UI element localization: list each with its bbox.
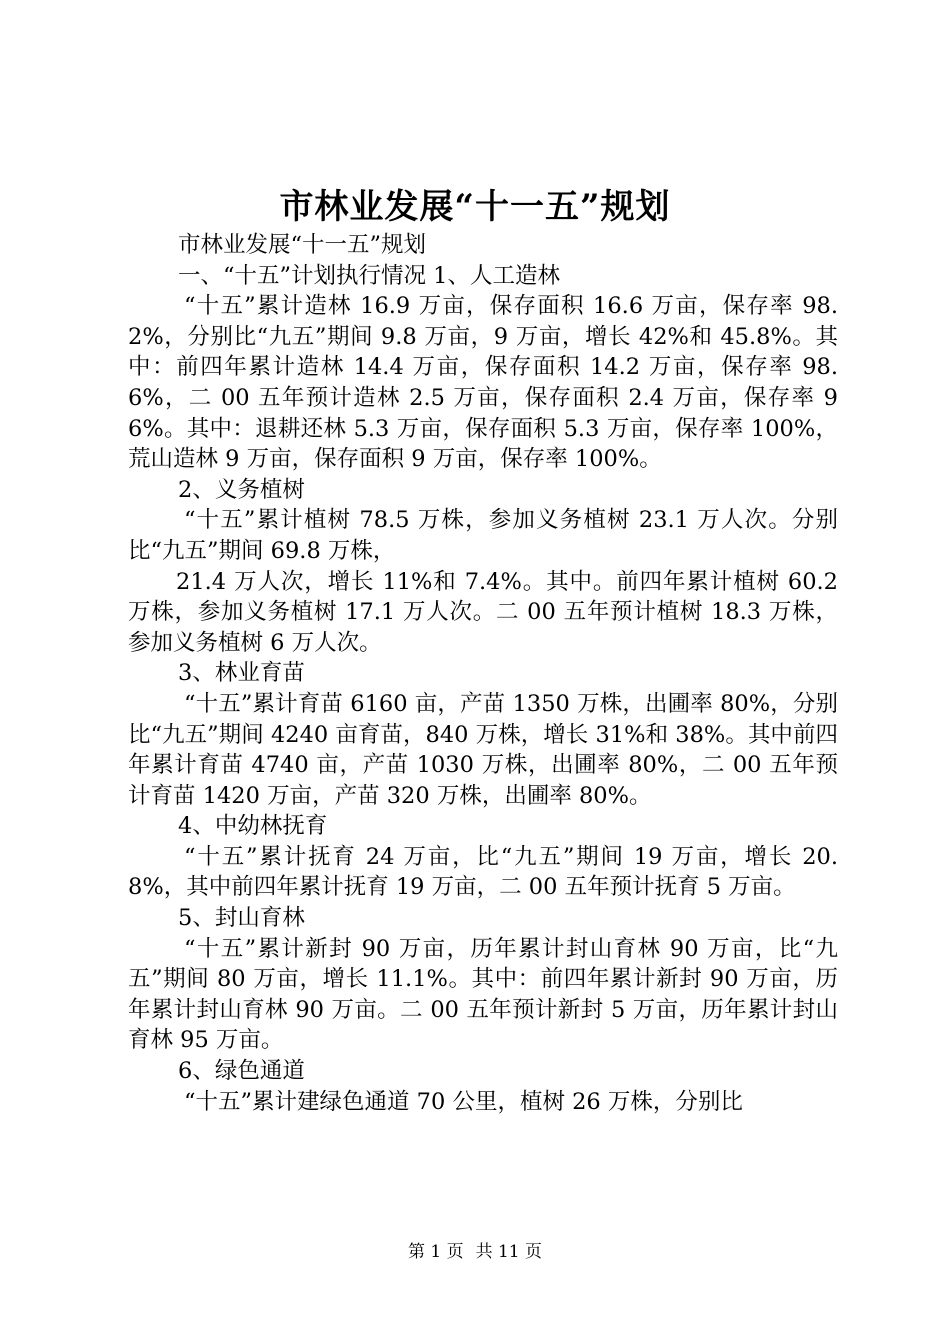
document-body (128, 230, 838, 1117)
page-footer (0, 1240, 950, 1264)
section-heading-6: 6、绿色通道 (178, 1058, 305, 1085)
page-total: 共 11 页 (475, 1242, 543, 1262)
section-heading-5: 5、封山育林 (178, 905, 305, 932)
section-heading-3: 3、林业育苗 (178, 660, 305, 687)
section-heading-4: 4、中幼林抚育 (178, 813, 328, 840)
paragraph-tree-planting-cont: 21.4 万人次，增长 11%和 7.4%。其中。前四年累计植树 60.2 万株，参加义务植树 17.1 万人次。二 00 五年预计植树 18.3 万株，参加义务植树 6 万人次。 (128, 568, 838, 656)
paragraph-mountain-closure: “十五”累计新封 90 万亩，历年累计封山育林 90 万亩，比“九五”期间 80 万亩，增长 11.1%。其中：前四年累计新封 90 万亩，历年累计封山育林 90 万亩。二 00 五年预计新封 5 万亩，历年累计封山育林 95 万亩。 (128, 935, 838, 1054)
paragraph-tree-planting: “十五”累计植树 78.5 万株，参加义务植树 23.1 万人次。分别比“九五”期间 69.8 万株， (128, 507, 838, 564)
paragraph-subtitle: 市林业发展“十一五”规划 (178, 232, 427, 258)
paragraph-nursery: “十五”累计育苗 6160 亩，产苗 1350 万株，出圃率 80%，分别比“九五”期间 4240 亩育苗，840 万株，增长 31%和 38%。其中前四年累计育苗 4740 亩，产苗 1030 万株，出圃率 80%，二 00 五年预计育苗 1420 万亩，产苗 320 万株，出圃率 80%。 (128, 690, 838, 809)
paragraph-green-corridor: “十五”累计建绿色通道 70 公里，植树 26 万株，分别比 (184, 1088, 743, 1115)
document-title: 市林业发展“十一五”规划 (279, 187, 671, 227)
section-heading-1: 一、“十五”计划执行情况 1、人工造林 (178, 262, 560, 289)
section-heading-2: 2、义务植树 (178, 476, 305, 503)
page-number: 第 1 页 (407, 1242, 464, 1262)
paragraph-afforestation: “十五”累计造林 16.9 万亩，保存面积 16.6 万亩，保存率 98.2%，分别比“九五”期间 9.8 万亩，9 万亩，增长 42%和 45.8%。其中：前四年累计造林 14.4 万亩，保存面积 14.2 万亩，保存率 98.6%，二 00 五年预计造林 2.5 万亩，保存面积 2.4 万亩，保存率 96%。其中：退耕还林 5.3 万亩，保存面积 5.3 万亩，保存率 100%，荒山造林 9 万亩，保存面积 9 万亩，保存率 100%。 (128, 293, 838, 473)
paragraph-young-forest-tending: “十五”累计抚育 24 万亩，比“九五”期间 19 万亩，增长 20.8%，其中前四年累计抚育 19 万亩，二 00 五年预计抚育 5 万亩。 (128, 843, 838, 901)
